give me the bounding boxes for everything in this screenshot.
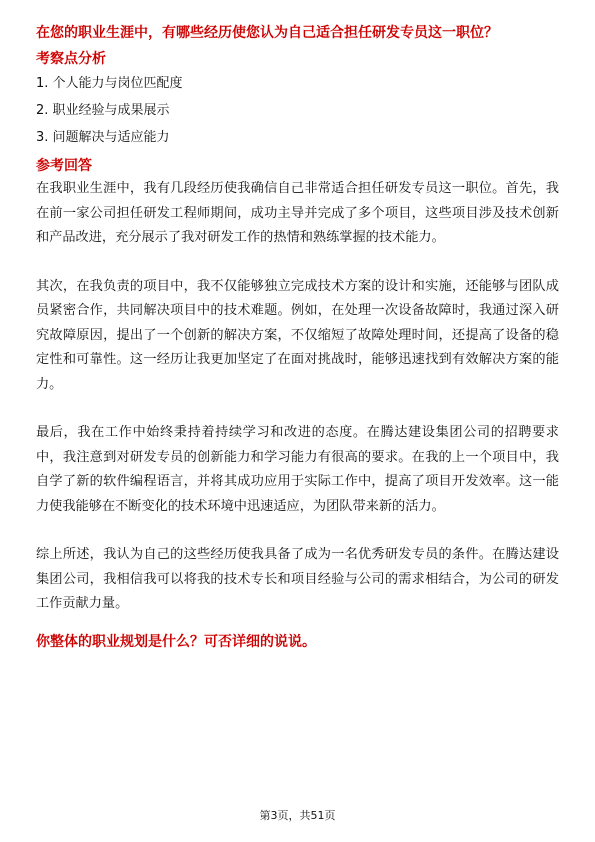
next-question-title: 你整体的职业规划是什么？可否详细的说说。 <box>36 633 316 650</box>
page-footer: 第3页，共51页 <box>259 809 336 822</box>
analysis-point: 1. 个人能力与岗位匹配度 <box>36 76 183 91</box>
analysis-point: 3. 问题解决与适应能力 <box>36 130 170 145</box>
answer-paragraph: 其次，在我负责的项目中，我不仅能够独立完成技术方案的设计和实施，还能够与团队成员紧密合作，共同解决项目中的技术难题。例如，在处理一次设备故障时，我通过深入研究故障原因，提出了一个创新的解决方案，不仅缩短了故障处理时间，还提高了设备的稳定性和可靠性。这一经历让我更加坚定了在面对挑战时，能够迅速找到有效解决方案的能力。 <box>36 278 559 392</box>
answer-heading: 参考回答 <box>36 158 92 174</box>
answer-body <box>36 177 559 617</box>
answer-paragraph: 最后，我在工作中始终秉持着持续学习和改进的态度。在腾达建设集团公司的招聘要求中，我注意到对研发专员的创新能力和学习能力有很高的要求。在我的上一个项目中，我自学了新的软件编程语言，并将其成功应用于实际工作中，提高了项目开发效率。这一能力使我能够在不断变化的技术环境中迅速适应，为团队带来新的活力。 <box>36 425 559 514</box>
analysis-point: 2. 职业经验与成果展示 <box>36 103 170 118</box>
analysis-points-list <box>36 74 559 148</box>
analysis-heading: 考察点分析 <box>36 51 106 67</box>
answer-paragraph: 在我职业生涯中，我有几段经历使我确信自己非常适合担任研发专员这一职位。首先，我在前一家公司担任研发工程师期间，成功主导并完成了多个项目，这些项目涉及技术创新和产品改进，充分展示了我对研发工作的热情和熟练掌握的技术能力。 <box>36 181 559 245</box>
answer-paragraph: 综上所述，我认为自己的这些经历使我具备了成为一名优秀研发专员的条件。在腾达建设集团公司，我相信我可以将我的技术专长和项目经验与公司的需求相结合，为公司的研发工作贡献力量。 <box>36 547 559 611</box>
question-title: 在您的职业生涯中，有哪些经历使您认为自己适合担任研发专员这一职位？ <box>36 25 498 41</box>
